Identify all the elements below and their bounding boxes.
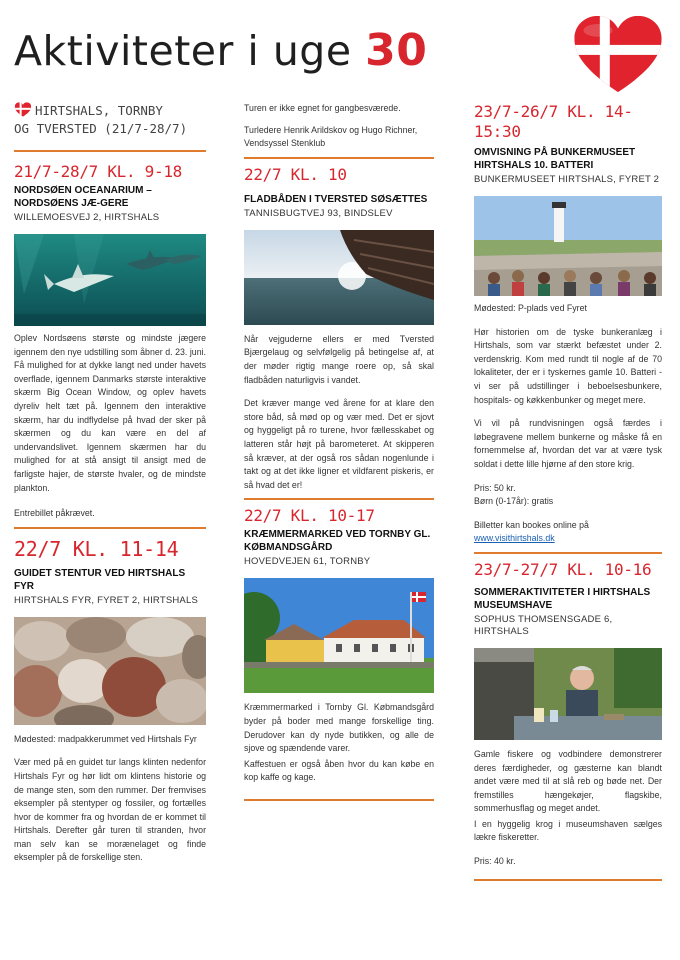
column-1 [14, 102, 206, 865]
danish-flag-heart-icon [14, 102, 32, 117]
continued-text: Turen er ikke egnet for gangbesværede. [244, 103, 401, 113]
event-title: OMVISNING PÅ BUNKERMUSEET HIRTSHALS 10. BATTERI [474, 147, 636, 171]
event-title: NORDSØEN OCEANARIUM – NORDSØENS JÆ-GERE [14, 185, 152, 209]
continued-guides: Turledere Henrik Arildskov og Hugo Richner, Vendsyssel Stenklub [244, 124, 418, 149]
booking-link[interactable]: www.visithirtshals.dk [474, 533, 555, 544]
event-address: BUNKERMUSEET HIRTSHALS, FYRET 2 [474, 174, 660, 185]
event-flat-boat [244, 165, 434, 493]
event-description: Kræmmermarked i Tornby Gl. Købmandsgård byder på boder med mange forskellige ting. Derudover kan dy nyde butikken, og alle de sjove og spændende varer. [244, 702, 434, 754]
page-title [14, 20, 554, 82]
divider [244, 157, 434, 159]
danish-flag-heart-icon [572, 14, 664, 94]
event-description: Vi vil på rundvisningen også færdes i løbegravene mellem bunkerne og måske få en fornemmelse af, hvordan det var at være tysk soldat i dette lille hjørne af den store krig. [474, 418, 662, 469]
event-description: I en hyggelig krog i museumshaven sælges lækre fiskeretter. [474, 818, 662, 843]
shark-underwater-photo [14, 234, 206, 326]
event-booking-text: Billetter kan bookes online på [474, 519, 589, 530]
event-date: 21/7-28/7 KL. 9-18 [14, 162, 182, 181]
event-bunker-museum [474, 102, 662, 546]
event-description: Oplev Nordsøens største og mindste jægere igennem den nye udstilling som åbner d. 23. juni. Få mulighed for at dykke langt ned under havets overflade, igennem Danmarks største interaktive skærm Big Ocean Window, og oplev havets dyreliv helt tæt på. Igennem den interaktive skærm, har du indflydelse på hvad der sker på skærmen og du kan være en del af undervandslivet. Igennem skærmen har du mulighed for at stå ansigt til ansigt med de farligste hajer, de største hvaler, og de mindste plankton. [14, 333, 206, 493]
event-address: WILLEMOESVEJ 2, HIRTSHALS [14, 212, 160, 223]
event-title: SOMMERAKTIVITETER I HIRTSHALS MUSEUMSHAVE [474, 586, 651, 611]
farmhouse-photo [244, 578, 434, 693]
page-header [14, 20, 554, 90]
event-address: TANNISBUGTVEJ 93, BINDSLEV [244, 207, 393, 219]
column-2 [244, 102, 434, 801]
event-date: 22/7 KL. 10 [244, 164, 347, 184]
event-date: 23/7-27/7 KL. 10-16 [474, 559, 652, 579]
event-date: 22/7 KL. 11-14 [14, 536, 179, 561]
event-description: Vær med på en guidet tur langs klinten nedenfor Hirtshals Fyr og hør lidt om klintens historie og de mange sten, som den rummer. Der fremvises eksempler på stentyper og fossiler, og fortælles hvor de kommer fra og hvordan de er kommet til Hirtshals. Derefter går turen til stranden, hvor man selv kan se morænelaget og finde eksempler på de forskellige sten. [14, 757, 206, 863]
divider [14, 527, 206, 529]
event-children-price: Børn (0-17år): gratis [474, 496, 554, 507]
event-price: Pris: 40 kr. [474, 856, 516, 867]
event-stone-tour [14, 537, 206, 865]
event-date: 23/7-26/7 KL. 14-15:30 [474, 102, 633, 141]
net-maker-photo [474, 648, 662, 740]
event-oceanarium [14, 162, 206, 521]
boat-at-sea-photo [244, 230, 434, 325]
divider [244, 498, 434, 500]
divider [244, 799, 434, 801]
stones-photo [14, 617, 206, 725]
event-note: Entrebillet påkrævet. [14, 508, 95, 519]
event-meeting-point: Mødested: madpakkerummet ved Hirtshals Fyr [14, 733, 197, 744]
event-price: Pris: 50 kr. [474, 482, 516, 493]
divider [474, 552, 662, 554]
event-description: Hør historien om de tyske bunkeranlæg i Hirtshals, som var stærkt befæstet under 2. verdenskrig. Kom med rundt til nogle af de 70 lokaliteter, der er i tyskernes gamle 10. Batteri - vi ser på udstillinger i beboelsesbunkere, hospitals- og køkkenbunker og meget mere. [474, 326, 662, 405]
event-flea-market [244, 506, 434, 785]
location-header [14, 102, 206, 138]
event-museum-garden [474, 560, 662, 869]
title-text: Aktiviteter i uge [14, 27, 366, 75]
location-line-2: OG TVERSTED (21/7-28/7) [14, 121, 188, 136]
column-3 [474, 102, 662, 881]
event-description: Gamle fiskere og vodbindere demonstrerer deres færdigheder, og gæsterne kan blandt andet være med til at slå reb og bøde net. Der fremstilles hængekøjer, flagskibe, sommerhusflag og meget andet. [474, 748, 662, 814]
lighthouse-tour-photo [474, 196, 662, 296]
event-description: Kaffestuen er også åben hvor du kan købe en kop kaffe og kage. [244, 758, 434, 783]
event-address: HIRTSHALS FYR, FYRET 2, HIRTSHALS [14, 594, 198, 606]
event-description: Det kræver mange ved årene for at klare den store båd, så mød op og vær med. Det er sjovt og hyggeligt på ro turene, hvor fællesskabet og latteren står højt på barometeret. At skipperen så kræver, at der også ros sådan nogenlunde i takt og at det ikke ligner et vildfarent piskeris, er så hvad det er! [244, 398, 434, 490]
event-address: HOVEDVEJEN 61, TORNBY [244, 556, 371, 568]
event-title: KRÆMMERMARKED VED TORNBY GL. KØBMANDSGÅRD [244, 529, 431, 554]
title-week-number: 30 [365, 25, 428, 76]
event-title: GUIDET STENTUR VED HIRTSHALS FYR [14, 567, 186, 592]
divider [14, 150, 206, 152]
event-date: 22/7 KL. 10-17 [244, 506, 375, 526]
location-line-1: HIRTSHALS, TORNBY [35, 103, 163, 118]
event-meeting-point: Mødested: P-plads ved Fyret [474, 303, 587, 313]
divider [474, 879, 662, 881]
event-title: FLADBÅDEN I TVERSTED SØSÆTTES [244, 193, 428, 205]
event-description: Når vejguderne ellers er med Tversted Bjærgelaug og selvfølgelig på betingelse af, at der møder rigtig mange roere op, så skal fladbåden naturligvis i vandet. [244, 333, 434, 385]
event-address: SOPHUS THOMSENSGADE 6, HIRTSHALS [474, 613, 613, 637]
